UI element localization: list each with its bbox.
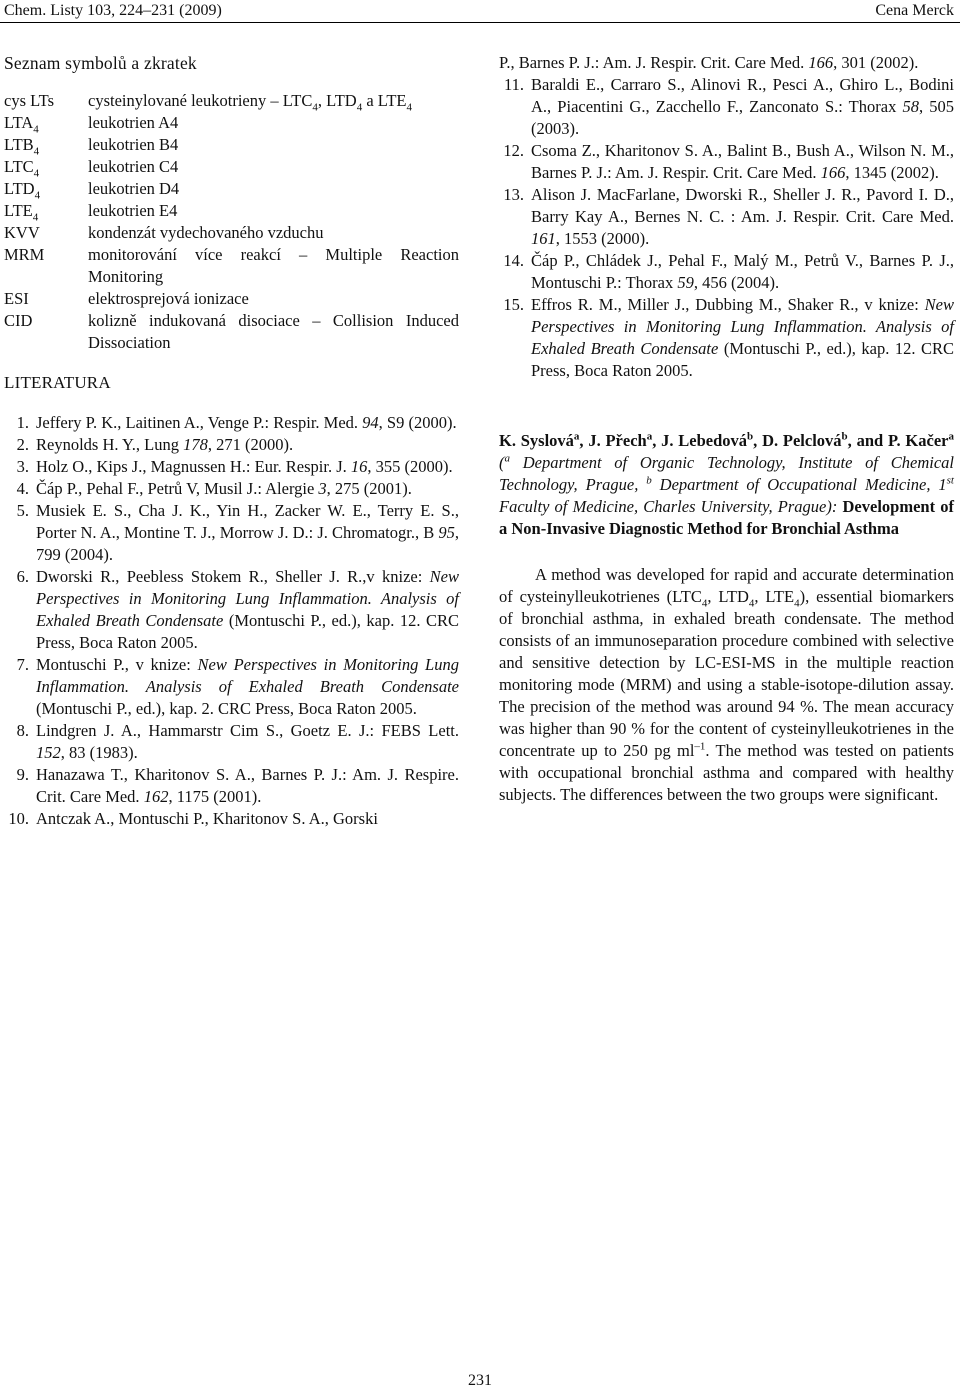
symbol-row [4,156,459,178]
journal-citation: Chem. Listy 103, 224–231 (2009) [4,2,222,19]
reference-item [4,456,459,478]
reference-number: 5. [16,501,29,520]
reference-item [4,500,459,566]
right-column [499,52,954,806]
symbol-row [4,178,459,200]
symbol-abbr: KVV [4,223,40,242]
symbol-row [4,112,459,134]
reference-number: 8. [16,721,29,740]
symbol-definition: leukotrien E4 [88,201,178,220]
symbol-definition: kolizně indukovaná disociace – Collision Induced Dissociation [88,311,459,352]
abstract-header [499,430,954,540]
reference-number: 13. [503,185,524,204]
symbols-list [4,90,459,354]
symbol-definition: leukotrien C4 [88,157,179,176]
left-column [4,52,459,830]
reference-item [4,566,459,654]
reference-number: 4. [16,479,29,498]
symbol-definition: leukotrien D4 [88,179,180,198]
reference-item [4,808,459,830]
symbol-row [4,288,459,310]
reference-text: Jeffery P. K., Laitinen A., Venge P.: Respir. Med. 94, S9 (2000). [36,413,457,432]
symbol-definition: elektrosprejová ionizace [88,289,249,308]
running-header [0,0,960,24]
symbol-abbr: $LTD_4$ [4,179,41,202]
reference-item [499,52,954,74]
page-number: 231 [468,1372,492,1389]
reference-text: Lindgren J. A., Hammarstr Cim S., Goetz E. J.: FEBS Lett. 152, 83 (1983). [36,721,459,762]
reference-number: 7. [16,655,29,674]
reference-item [4,478,459,500]
reference-text: Holz O., Kips J., Magnussen H.: Eur. Respir. J. 16, 355 (2000). [36,457,453,476]
symbol-definition: kondenzát vydechovaného vzduchu [88,223,324,242]
symbol-abbr: $LTA_4$ [4,113,39,136]
reference-text: Alison J. MacFarlane, Dworski R., Sheller J. R., Pavord I. D., Barry Kay A., Bernes N. C. : Am. J. Respir. Crit. Care Med. 161, 1553 (2000). [531,185,954,248]
symbol-definition: leukotrien A4 [88,113,179,132]
symbol-abbr: $LTC_4$ [4,157,40,180]
reference-item [4,412,459,434]
header-rule [0,22,960,23]
reference-text: Hanazawa T., Kharitonov S. A., Barnes P. J.: Am. J. Respire. Crit. Care Med. 162, 1175 (2001). [36,765,459,806]
reference-text: Baraldi E., Carraro S., Alinovi R., Pesci A., Ghiro L., Bodini A., Piacentini G., Zacchello F., Zanconato S.: Thorax 58, 505 (2003). [531,75,955,138]
reference-item [499,250,954,294]
symbol-abbr: $LTB_4$ [4,135,40,158]
reference-number: 1. [16,413,29,432]
symbol-definition: monitorování více reakcí – Multiple Reaction Monitoring [88,245,459,286]
reference-text: Čáp P., Pehal F., Petrů V, Musil J.: Alergie 3, 275 (2001). [36,479,412,498]
symbol-abbr: $LTE_4$ [4,201,39,224]
reference-number: 14. [503,251,524,270]
reference-number: 15. [503,295,524,314]
reference-number: 3. [16,457,29,476]
symbol-abbr: CID [4,311,33,330]
references-list-right [499,52,954,382]
reference-item [4,764,459,808]
reference-item [4,434,459,456]
reference-number: 10. [8,809,29,828]
reference-number: 2. [16,435,29,454]
reference-number: 12. [503,141,524,160]
symbol-abbr: cys LTs [4,91,55,110]
reference-number: 11. [503,75,524,94]
reference-text: Dworski R., Peebless Stokem R., Sheller J. R.,v knize: New Perspectives in Monitoring Lung Inflammation. Analysis of Exhaled Breath Condensate (Montuschi P., ed.), kap. 12. CRC Press, Boca Raton 2005. [36,567,460,652]
symbol-abbr: ESI [4,289,29,308]
reference-item [499,140,954,184]
reference-text: P., Barnes P. J.: Am. J. Respir. Crit. Care Med. 166, 301 (2002). [499,53,919,72]
symbol-row [4,90,459,112]
abstract-authors: K. Syslová$^a$, J. Přech$^a$, J. Lebedová$^b$, D. Pelclová$^b$, and P. Kačer$^a$ [499,430,954,450]
reference-item [499,184,954,250]
reference-text: Musiek E. S., Cha J. K., Yin H., Zacker W. E., Terry E. S., Porter N. A., Montine T. J., Morrow J. D.: J. Chromatogr., B 95, 799 (2004). [36,501,459,564]
reference-item [499,294,954,382]
symbol-definition: cysteinylované leukotrieny – $LTC_4$, $LTD_4$ a $LTE_4$ [88,91,412,114]
abstract-affiliations: ($^a$ Department of Organic Technology, Institute of Chemical Technology, Prague, $^b$ Department of Occupational Medicine, 1st Faculty of Medicine, Charles University, Prague): [499,452,954,516]
symbols-heading: Seznam symbolů a zkratek [4,53,197,73]
reference-number: 6. [16,567,29,586]
reference-text: Čáp P., Chládek J., Pehal F., Malý M., Petrů V., Barnes P. J., Montuschi P.: Thorax 59, 456 (2004). [531,251,954,292]
symbol-row [4,222,459,244]
reference-text: Csoma Z., Kharitonov S. A., Balint B., Bush A., Wilson N. M., Barnes P. J.: Am. J. Respir. Crit. Care Med. 166, 1345 (2002). [531,141,954,182]
symbol-row [4,134,459,156]
references-list-left [4,412,459,830]
symbol-definition: leukotrien B4 [88,135,179,154]
references-heading: LITERATURA [4,373,111,392]
abstract-body: A method was developed for rapid and accurate determination of cysteinylleukotrienes ($LTC_4$, $LTD_4$, $LTE_4$), essential biomarkers of bronchial asthma, in exhaled breath condensate. The method consists of an immunoseparation procedure combined with selective and sensitive detection by LC-ESI-MS in the multiple reaction monitoring mode (MRM) and using a stable-isotope-dilution assay. The precision of the method was around 94 %. The mean accuracy was higher than 90 % for the content of cysteinylleukotrienes in the concentrate up to 250 pg $ml^{-1}$. The method was tested on patients with occupational bronchial asthma and compared with healthy subjects. The differences between the two groups were significant. [499,565,954,804]
reference-number: 9. [16,765,29,784]
symbol-row [4,244,459,288]
reference-text: Montuschi P., v knize: New Perspectives in Monitoring Lung Inflammation. Analysis of Exhaled Breath Condensate (Montuschi P., ed.), kap. 2. CRC Press, Boca Raton 2005. [36,655,459,718]
reference-text: Effros R. M., Miller J., Dubbing M., Shaker R., v knize: New Perspectives in Monitoring Lung Inflammation. Analysis of Exhaled Breath Condensate (Montuschi P., ed.), kap. 12. CRC Press, Boca Raton 2005. [531,295,955,380]
reference-item [499,74,954,140]
reference-text: Reynolds H. Y., Lung 178, 271 (2000). [36,435,294,454]
symbol-abbr: MRM [4,245,45,264]
reference-item [4,720,459,764]
section-name: Cena Merck [875,2,954,19]
symbol-row [4,200,459,222]
reference-text: Antczak A., Montuschi P., Kharitonov S. A., Gorski [36,809,378,828]
reference-item [4,654,459,720]
abstract-title: Development of a Non-Invasive Diagnostic Method for Bronchial Asthma [499,497,954,538]
symbol-row [4,310,459,354]
